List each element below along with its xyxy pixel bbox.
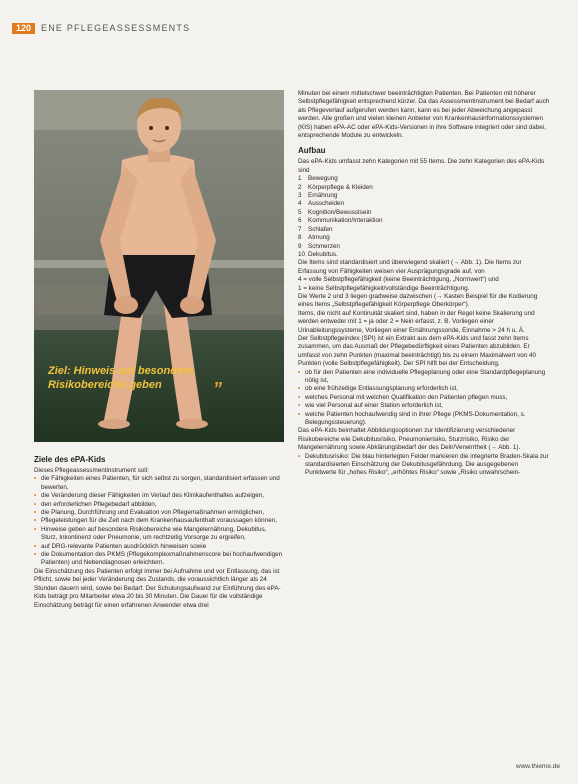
list-item: • Pflegeleistungen für die Zeit nach dem Krankenhausaufenthalt voraussagen können, <box>34 517 284 525</box>
body-paragraph: Das ePA-Kids beinhaltet Abbildungsoptionen zur Identifizierung verschiedener Risikobereiche wie Dekubitusrisiko, Pneumonierisiko, Sturzrisiko, Risiko der Mangelernährung sowie Abklärungsbedarf der des Delir/Verwirrtheit (→ Abb. 1). <box>298 427 521 452</box>
scale-value: 4 = volle Selbstpflegefähigkeit (keine Beeinträchtigung, „Normwert“) und <box>298 276 499 284</box>
list-item: • Dekubitusrisiko: Die blau hinterlegten Felder markieren die integrierte Braden-Skala zur standardisierten Einschätzung der Dekubitusgefährdung. Die ausgegebenen Punktwerte für „hohes Risiko“, „erhöhtes Risiko“ sowie „Risiko unwahrschein- <box>298 453 550 478</box>
body-paragraph: Die Werte 2 und 3 liegen gradweise dazwischen (→ Kasten Beispiel für die Kodierung eines Items „Selbstpflegefähigkeit Körperpflege Oberkörper“). <box>298 292 538 309</box>
list-item: • die Fähigkeiten eines Patienten, für sich selbst zu sorgen, standardisiert erfassen und bewerten, <box>34 475 284 492</box>
spi-list <box>298 369 550 428</box>
section-heading-goals: Ziele des ePA-Kids <box>34 455 106 464</box>
list-item: • auf DRG-relevante Patienten ausdrücklich hinweisen sowie <box>34 543 284 551</box>
list-item: 1 Bewegung <box>298 175 338 183</box>
list-item: • wie viel Personal auf einer Station erforderlich ist, <box>298 402 550 410</box>
list-item: • die Dokumentation des PKMS (Pflegekomplexmaßnahmenscore bei hochaufwendigen Patienten) und Nebendiagnosen erleichtern. <box>34 551 284 568</box>
page-number: 120 <box>12 23 35 34</box>
list-item: 10 Dekubitus. <box>298 250 338 258</box>
child-photo <box>34 90 284 442</box>
quotation-mark-icon: ” <box>213 379 222 399</box>
body-paragraph: Die Items sind standardisiert und überwiegend skaliert (→ Abb. 1). Die Items zur Erfassung von Fähigkeiten weisen vier Ausprägungsgrade auf, von <box>298 259 522 275</box>
list-item: 4 Ausscheiden <box>298 200 345 208</box>
list-item: 8 Atmung <box>298 234 330 242</box>
categories-list <box>298 175 550 259</box>
scale-value: 1 = keine Selbstpflegefähigkeit/vollständige Beeinträchtigung. <box>298 284 470 292</box>
list-item: • welche Patienten hochaufwendig sind in ihrer Pflege (PKMS-Dokumentation, s. Belegungssteuerung). <box>298 411 550 428</box>
goals-intro: Dieses Pflegeassessmentinstrument soll: <box>34 467 149 474</box>
list-item: • ob für den Patienten eine individuelle Pflegeplanung oder eine Standardpflegeplanung nötig ist, <box>298 369 550 386</box>
list-item: • Hinweise geben auf besondere Risikobereiche wie Mangelernährung, Dekubitus, Sturz, Inkontinenz oder Pneumonie, um rechtzeitig Vorsorge zu ergreifen, <box>34 526 284 543</box>
list-item: • den erforderlichen Pflegebedarf abbilden, <box>34 501 284 509</box>
list-item: • ob eine frühzeitige Entlassungsplanung erforderlich ist, <box>298 385 550 393</box>
risk-list <box>298 453 550 478</box>
left-column <box>34 455 284 610</box>
list-item: • die Veränderung dieser Fähigkeiten im Verlauf des Klinikaufenthaltes aufzeigen, <box>34 492 284 500</box>
pull-quote-text: Ziel: Hinweis auf besondere Risikobereiche geben <box>48 365 194 391</box>
goals-list <box>34 475 284 567</box>
footer-url: www.thieme.de <box>515 763 560 770</box>
body-paragraph: Items, die nicht auf Kontinuität skaliert sind, haben in der Regel keine Skalierung und werden entweder mit 1 = ja oder 2 = Nein erfasst, z. B. Vorliegen einer Urinableitungssysteme, Vorliegen einer Ernährungssonde, Einnahme > 24 h u. Ä. <box>298 309 535 334</box>
list-item: 6 Kommunikation/Interaktion <box>298 217 383 225</box>
list-item: 9 Schmerzen <box>298 242 340 250</box>
running-head-title: ENE PFLEGEASSESSMENTS <box>41 23 191 33</box>
list-item: • welches Personal mit welchen Qualifikation den Patienten pflegen muss, <box>298 394 550 402</box>
list-item: 3 Ernährung <box>298 192 338 200</box>
body-paragraph: Der Selbstpflegeindex (SPI) ist ein Extrakt aus dem ePA-Kids und fasst zehn Items zusammen, um das Ausmaß der Pflegebedürftigkeit eines Patienten abzubilden. Er umfasst von zehn Punkten (maximal beeinträchtigt) bis zu einem Maximalwert von 40 Punkten (volle Selbstpflegefähigkeit). Der SPI hilft bei der Entscheidung, <box>298 334 536 368</box>
right-column <box>298 90 550 478</box>
running-header <box>12 22 190 34</box>
structure-lead: Das ePA-Kids umfasst zehn Kategorien mit 55 Items. Die zehn Kategorien des ePA-Kids sind <box>298 158 545 174</box>
body-paragraph: Minuten bei einem mittelschwer beeinträchtigten Patienten. Bei Patienten mit höherer Selbstpflegefähigkeit entsprechend kürzer. Da das Assessmentinstrument bei Bedarf auch als Pflegeverlauf aufgerufen werden kann, kann es bei jeder Abweichung angepasst werden. Alle großen und vielen kleinen Anbieter von Krankenhausinformationssystemen (KIS) haben ePA-AC oder ePA-Kids-Versionen in ihre Software integriert oder sind dabei, entsprechende Module zu entwickeln. <box>298 90 550 140</box>
section-heading-structure: Aufbau <box>298 146 326 156</box>
list-item: 7 Schlafen <box>298 225 333 233</box>
pull-quote <box>48 364 222 399</box>
list-item: 5 Kognition/Bewusstsein <box>298 208 372 216</box>
body-paragraph: Die Einschätzung des Patienten erfolgt immer bei Aufnahme und vor Entlassung, das ist Pflicht, sowie bei jeder Veränderung des Zustands, die voraussichtlich länger als 24 Stunden dauern wird, sowie bei Bedarf. Der Schulungsaufwand zur Einführung des ePA-Kids beträgt pro Mitarbeiter etwa 20 bis 30 Minuten. Die Dauer für die vollständige Einschätzung beträgt für einen erfahrenen Anwender etwa drei <box>34 567 281 609</box>
list-item: 2 Körperpflege & Kleiden <box>298 183 373 191</box>
list-item: • die Planung, Durchführung und Evaluation von Pflegemaßnahmen ermöglichen, <box>34 509 284 517</box>
